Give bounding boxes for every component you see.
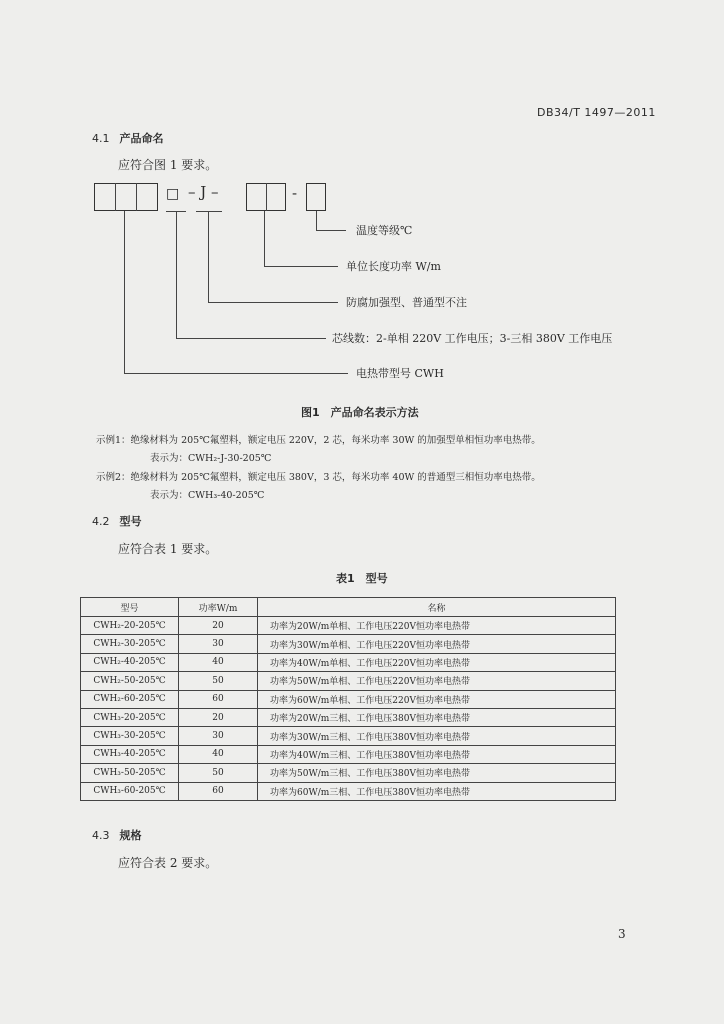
section-number: 4.2 bbox=[92, 515, 110, 528]
model-cell: CWH₂-20-205℃ bbox=[81, 617, 179, 635]
leader-line bbox=[208, 302, 338, 303]
power-cell: 30 bbox=[179, 635, 258, 653]
power-cell: 60 bbox=[179, 782, 258, 800]
example-2-notation: 表示为：CWH₃-40-205℃ bbox=[150, 490, 265, 501]
name-cell: 功率为60W/m三相、工作电压380V恒功率电热带 bbox=[258, 782, 616, 800]
table-row bbox=[81, 672, 616, 690]
section-number: 4.1 bbox=[92, 132, 110, 145]
name-cell: 功率为60W/m单相、工作电压220V恒功率电热带 bbox=[258, 690, 616, 708]
section-4-1-heading bbox=[92, 130, 164, 146]
table-row bbox=[81, 617, 616, 635]
table-header-row bbox=[81, 598, 616, 617]
name-cell: 功率为40W/m单相、工作电压220V恒功率电热带 bbox=[258, 653, 616, 671]
document-code: DB34/T 1497—2011 bbox=[537, 106, 656, 119]
table-row bbox=[81, 708, 616, 726]
leader-line bbox=[176, 338, 326, 339]
label-core-count: 芯线数：2-单相 220V 工作电压；3-三相 380V 工作电压 bbox=[332, 332, 613, 345]
example-1 bbox=[96, 432, 541, 446]
table-row bbox=[81, 690, 616, 708]
section-4-2-heading bbox=[92, 513, 142, 529]
section-4-3-heading bbox=[92, 827, 142, 843]
example-text: 绝缘材料为 205℃氟塑料，额定电压 220V，2 芯，每米功率 30W 的加强型单相恒功率电热带。 bbox=[130, 435, 541, 446]
model-cell: CWH₃-50-205℃ bbox=[81, 764, 179, 782]
name-cell: 功率为30W/m单相、工作电压220V恒功率电热带 bbox=[258, 635, 616, 653]
power-cell: 60 bbox=[179, 690, 258, 708]
table-row bbox=[81, 764, 616, 782]
section-title: 产品命名 bbox=[119, 132, 164, 145]
column-header: 型号 bbox=[81, 598, 179, 617]
temperature-box bbox=[306, 183, 326, 211]
power-cell: 50 bbox=[179, 672, 258, 690]
box-divider bbox=[266, 183, 267, 211]
box-divider bbox=[136, 183, 137, 211]
model-cell: CWH₂-60-205℃ bbox=[81, 690, 179, 708]
column-header: 名称 bbox=[258, 598, 616, 617]
power-cell: 40 bbox=[179, 653, 258, 671]
table-row bbox=[81, 745, 616, 763]
power-cell: 30 bbox=[179, 727, 258, 745]
example-label: 示例2： bbox=[96, 472, 131, 483]
model-cell: CWH₂-50-205℃ bbox=[81, 672, 179, 690]
model-cell: CWH₃-30-205℃ bbox=[81, 727, 179, 745]
label-power: 单位长度功率 W/m bbox=[346, 260, 441, 273]
example-label: 示例1： bbox=[96, 435, 131, 446]
name-cell: 功率为20W/m单相、工作电压220V恒功率电热带 bbox=[258, 617, 616, 635]
section-number: 4.3 bbox=[92, 829, 110, 842]
example-2 bbox=[96, 469, 541, 483]
example-text: 绝缘材料为 205℃氟塑料，额定电压 380V，3 芯，每米功率 40W 的普通型三相恒功率电热带。 bbox=[130, 472, 541, 483]
leader-line bbox=[264, 266, 338, 267]
power-cell: 40 bbox=[179, 745, 258, 763]
section-4-1-text: 应符合图 1 要求。 bbox=[118, 158, 218, 172]
name-cell: 功率为50W/m三相、工作电压380V恒功率电热带 bbox=[258, 764, 616, 782]
section-4-2-text: 应符合表 1 要求。 bbox=[118, 542, 218, 556]
name-cell: 功率为50W/m单相、工作电压220V恒功率电热带 bbox=[258, 672, 616, 690]
power-cell: 20 bbox=[179, 617, 258, 635]
section-title: 型号 bbox=[119, 515, 142, 528]
type-code-j: – J – bbox=[188, 183, 219, 201]
label-corrosion: 防腐加强型、普通型不注 bbox=[346, 296, 467, 309]
table-caption: 表1 型号 bbox=[336, 572, 388, 585]
leader-line bbox=[316, 211, 317, 230]
leader-line bbox=[124, 373, 348, 374]
model-cell: CWH₃-40-205℃ bbox=[81, 745, 179, 763]
leader-line bbox=[264, 211, 265, 266]
leader-line bbox=[176, 212, 177, 338]
power-cell: 20 bbox=[179, 708, 258, 726]
box-divider bbox=[115, 183, 116, 211]
label-model: 电热带型号 CWH bbox=[356, 367, 444, 380]
leader-line bbox=[316, 230, 346, 231]
underline bbox=[196, 211, 222, 212]
name-cell: 功率为30W/m三相、工作电压380V恒功率电热带 bbox=[258, 727, 616, 745]
table-row bbox=[81, 635, 616, 653]
dash-separator: - bbox=[292, 184, 298, 202]
table-row bbox=[81, 782, 616, 800]
section-4-3-text: 应符合表 2 要求。 bbox=[118, 856, 218, 870]
name-cell: 功率为40W/m三相、工作电压380V恒功率电热带 bbox=[258, 745, 616, 763]
model-cell: CWH₃-60-205℃ bbox=[81, 782, 179, 800]
name-cell: 功率为20W/m三相、工作电压380V恒功率电热带 bbox=[258, 708, 616, 726]
section-title: 规格 bbox=[119, 829, 142, 842]
model-cell: CWH₂-30-205℃ bbox=[81, 635, 179, 653]
model-cell: CWH₂-40-205℃ bbox=[81, 653, 179, 671]
label-temperature: 温度等级℃ bbox=[356, 224, 413, 237]
column-header: 功率W/m bbox=[179, 598, 258, 617]
model-cell: CWH₃-20-205℃ bbox=[81, 708, 179, 726]
table-row bbox=[81, 653, 616, 671]
leader-line bbox=[124, 211, 125, 373]
example-1-notation: 表示为：CWH₂-J-30-205℃ bbox=[150, 453, 272, 464]
page-number: 3 bbox=[618, 927, 626, 941]
figure-caption: 图1 产品命名表示方法 bbox=[301, 406, 419, 419]
model-code-boxes bbox=[94, 183, 158, 211]
table-row bbox=[81, 727, 616, 745]
leader-line bbox=[208, 212, 209, 302]
model-table bbox=[80, 597, 616, 801]
power-cell: 50 bbox=[179, 764, 258, 782]
core-count-box: □ bbox=[166, 186, 180, 202]
